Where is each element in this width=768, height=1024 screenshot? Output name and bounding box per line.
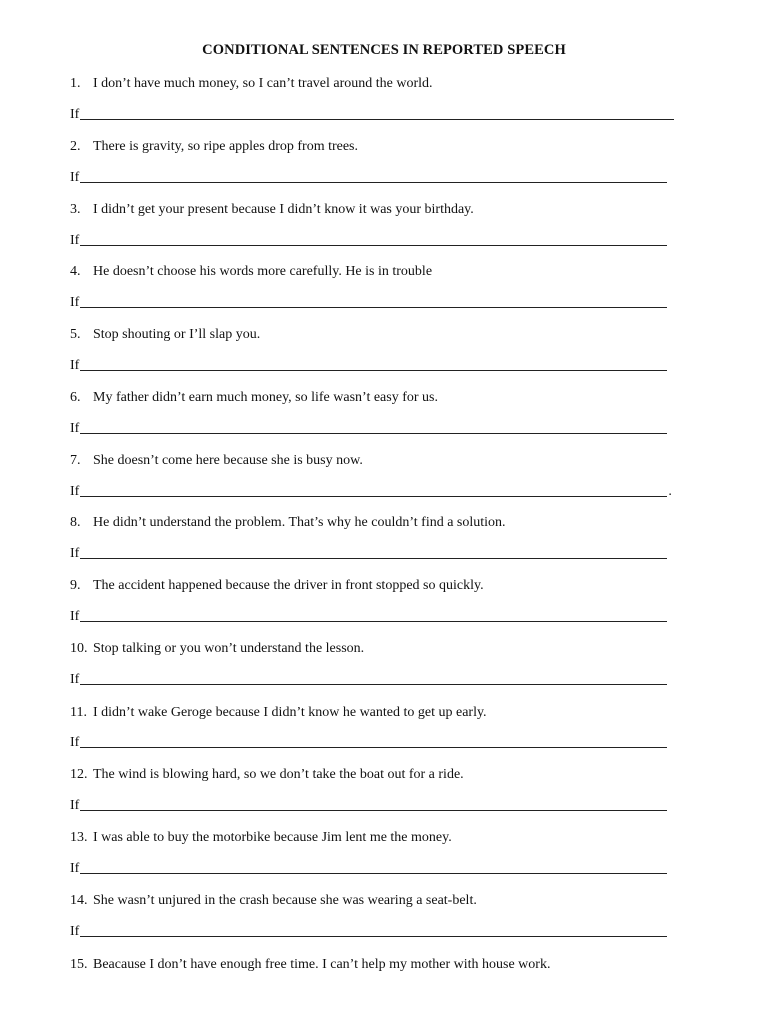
answer-prefix: If: [70, 924, 80, 939]
blank-line[interactable]: [80, 433, 667, 434]
answer-prefix: If: [70, 484, 80, 499]
answer-line-5[interactable]: [70, 358, 667, 374]
blank-line[interactable]: [80, 621, 667, 622]
answer-line-1[interactable]: [70, 107, 674, 123]
answer-prefix: If: [70, 798, 80, 813]
blank-line[interactable]: [80, 182, 667, 183]
answer-prefix: If: [70, 609, 80, 624]
question-text: She wasn’t unjured in the crash because she was wearing a seat-belt.: [93, 893, 477, 908]
answer-line-10[interactable]: [70, 672, 667, 688]
answer-prefix: If: [70, 421, 80, 436]
answer-line-7[interactable]: [70, 484, 672, 500]
worksheet-title: CONDITIONAL SENTENCES IN REPORTED SPEECH: [202, 42, 566, 58]
blank-line[interactable]: [80, 307, 667, 308]
answer-line-8[interactable]: [70, 546, 667, 562]
question-text: I didn’t get your present because I didn’t know it was your birthday.: [93, 202, 474, 217]
question-text: I didn’t wake Geroge because I didn’t know he wanted to get up early.: [93, 705, 487, 720]
question-text: He didn’t understand the problem. That’s why he couldn’t find a solution.: [93, 515, 506, 530]
question-13: [70, 830, 452, 846]
answer-line-12[interactable]: [70, 798, 667, 814]
question-number: 8.: [70, 515, 81, 530]
question-10: [70, 641, 364, 657]
question-number: 12.: [70, 767, 88, 782]
question-text: The accident happened because the driver in front stopped so quickly.: [93, 578, 484, 593]
question-number: 9.: [70, 578, 81, 593]
question-number: 1.: [70, 76, 81, 91]
question-text: He doesn’t choose his words more carefully. He is in trouble: [93, 264, 433, 279]
answer-line-14[interactable]: [70, 924, 667, 940]
question-text: I was able to buy the motorbike because Jim lent me the money.: [93, 830, 452, 845]
answer-prefix: If: [70, 546, 80, 561]
question-number: 4.: [70, 264, 81, 279]
question-14: [70, 893, 477, 909]
question-1: [70, 76, 433, 92]
answer-line-6[interactable]: [70, 421, 667, 437]
answer-line-13[interactable]: [70, 861, 667, 877]
answer-line-2[interactable]: [70, 170, 667, 186]
answer-prefix: If: [70, 170, 80, 185]
blank-line[interactable]: [80, 873, 667, 874]
question-5: [70, 327, 260, 343]
answer-prefix: If: [70, 358, 80, 373]
blank-line[interactable]: [80, 936, 667, 937]
question-8: [70, 515, 506, 531]
question-text: The wind is blowing hard, so we don’t take the boat out for a ride.: [93, 767, 464, 782]
question-15: [70, 957, 550, 973]
question-9: [70, 578, 484, 594]
question-number: 14.: [70, 893, 88, 908]
blank-line[interactable]: [80, 119, 674, 120]
question-text: Beacause I don’t have enough free time. I can’t help my mother with house work.: [93, 957, 551, 972]
question-number: 5.: [70, 327, 81, 342]
answer-line-9[interactable]: [70, 609, 667, 625]
question-number: 15.: [70, 957, 88, 972]
answer-prefix: If: [70, 107, 80, 122]
answer-prefix: If: [70, 295, 80, 310]
answer-prefix: If: [70, 672, 80, 687]
question-text: I don’t have much money, so I can’t travel around the world.: [93, 76, 433, 91]
question-2: [70, 139, 358, 155]
answer-prefix: If: [70, 233, 80, 248]
question-12: [70, 767, 464, 783]
answer-prefix: If: [70, 735, 80, 750]
question-number: 3.: [70, 202, 81, 217]
answer-line-11[interactable]: [70, 735, 667, 751]
question-number: 11.: [70, 705, 87, 720]
blank-line[interactable]: [80, 370, 667, 371]
question-text: She doesn’t come here because she is busy now.: [93, 453, 363, 468]
blank-line[interactable]: [80, 810, 667, 811]
question-number: 2.: [70, 139, 81, 154]
question-7: [70, 453, 363, 469]
question-text: My father didn’t earn much money, so life wasn’t easy for us.: [93, 390, 438, 405]
question-3: [70, 202, 474, 218]
blank-line[interactable]: [80, 558, 667, 559]
answer-line-3[interactable]: [70, 233, 667, 249]
question-number: 6.: [70, 390, 81, 405]
blank-line[interactable]: [80, 684, 667, 685]
question-6: [70, 390, 438, 406]
question-number: 7.: [70, 453, 81, 468]
answer-tail: .: [668, 484, 672, 499]
blank-line[interactable]: [80, 747, 667, 748]
blank-line[interactable]: [80, 496, 667, 497]
blank-line[interactable]: [80, 245, 667, 246]
question-number: 13.: [70, 830, 88, 845]
question-number: 10.: [70, 641, 88, 656]
question-11: [70, 705, 487, 721]
question-4: [70, 264, 432, 280]
answer-prefix: If: [70, 861, 80, 876]
question-text: Stop shouting or I’ll slap you.: [93, 327, 261, 342]
question-text: There is gravity, so ripe apples drop from trees.: [93, 139, 359, 154]
answer-line-4[interactable]: [70, 295, 667, 311]
question-text: Stop talking or you won’t understand the lesson.: [93, 641, 365, 656]
